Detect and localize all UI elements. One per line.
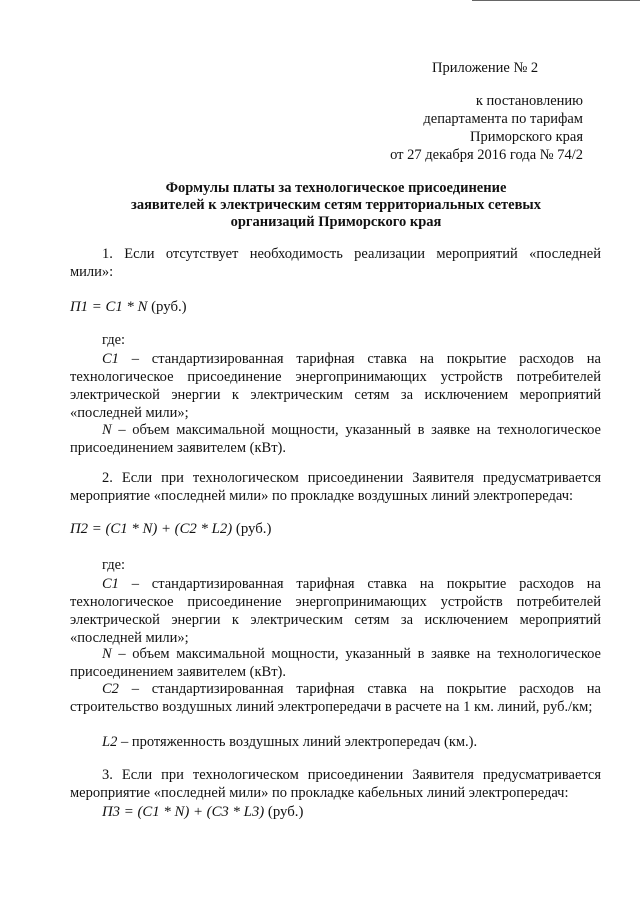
formula-p2-expression: П2 = (С1 * N) + (С2 * L2) [70, 521, 233, 537]
title-line-2: заявителей к электрическим сетям территориальных сетевых [131, 197, 541, 213]
section-2-l2-definition [70, 733, 601, 751]
c2-symbol: С2 [102, 681, 119, 697]
c1-symbol: С1 [102, 351, 119, 367]
n-symbol: N [102, 646, 112, 662]
l2-symbol: L2 [102, 734, 118, 750]
c1-description: – стандартизированная тарифная ставка на покрытие расходов на технологическое присоединение энергопринимающих устройств потребителей электрической энергии к электрическим сетям за исключением мероприятий «последней мили»; [70, 351, 601, 421]
section-1-intro: 1. Если отсутствует необходимость реализации мероприятий «последней мили»: [70, 246, 601, 280]
appendix-number: Приложение № 2 [432, 60, 539, 76]
title-line-1: Формулы платы за технологическое присоединение [165, 180, 507, 196]
resolution-line-1: к постановлению [475, 93, 583, 109]
formula-p3-unit: (руб.) [267, 804, 304, 820]
resolution-date: от 27 декабря 2016 года № 74/2 [390, 147, 583, 163]
formula-p3 [102, 804, 303, 821]
section-2-n-definition [70, 645, 601, 681]
section-2-where: где: [102, 557, 126, 573]
section-3-intro: 3. Если при технологическом присоединении Заявителя предусматривается мероприятие «последней мили» по прокладке кабельных линий электропередач: [70, 767, 601, 801]
formula-p2-unit: (руб.) [235, 521, 272, 537]
section-1-c1-definition [70, 350, 601, 422]
formula-p1 [70, 299, 187, 316]
resolution-line-2: департамента по тарифам [423, 111, 583, 127]
document-title [70, 180, 602, 231]
section-1-where: где: [102, 332, 126, 348]
c2-description: – стандартизированная тарифная ставка на покрытие расходов на строительство воздушных линий электропередачи в расчете на 1 км. линий, руб./км; [70, 681, 601, 715]
formula-p1-expression: П1 = С1 * N [70, 299, 148, 315]
n-description: – объем максимальной мощности, указанный в заявке на технологическое присоединением заявителем (кВт). [70, 422, 601, 456]
section-2-c2-definition [70, 680, 601, 716]
title-line-3: организаций Приморского края [230, 214, 442, 230]
section-2-intro: 2. Если при технологическом присоединении Заявителя предусматривается мероприятие «последней мили» по прокладке воздушных линий электропередач: [70, 470, 601, 504]
l2-description: – протяженность воздушных линий электропередач (км.). [117, 734, 478, 750]
n-description: – объем максимальной мощности, указанный в заявке на технологическое присоединением заявителем (кВт). [70, 646, 601, 680]
c1-symbol: С1 [102, 576, 119, 592]
scan-edge-line [472, 0, 640, 1]
n-symbol: N [102, 422, 112, 438]
section-2-c1-definition [70, 575, 601, 647]
section-1-n-definition [70, 421, 601, 457]
formula-p2 [70, 521, 271, 538]
formula-p3-expression: П3 = (С1 * N) + (С3 * L3) [102, 804, 265, 820]
c1-description: – стандартизированная тарифная ставка на покрытие расходов на технологическое присоединение энергопринимающих устройств потребителей электрической энергии к электрическим сетям за исключением мероприятий «последней мили»; [70, 576, 601, 646]
resolution-line-3: Приморского края [469, 129, 583, 145]
formula-p1-unit: (руб.) [151, 299, 187, 315]
